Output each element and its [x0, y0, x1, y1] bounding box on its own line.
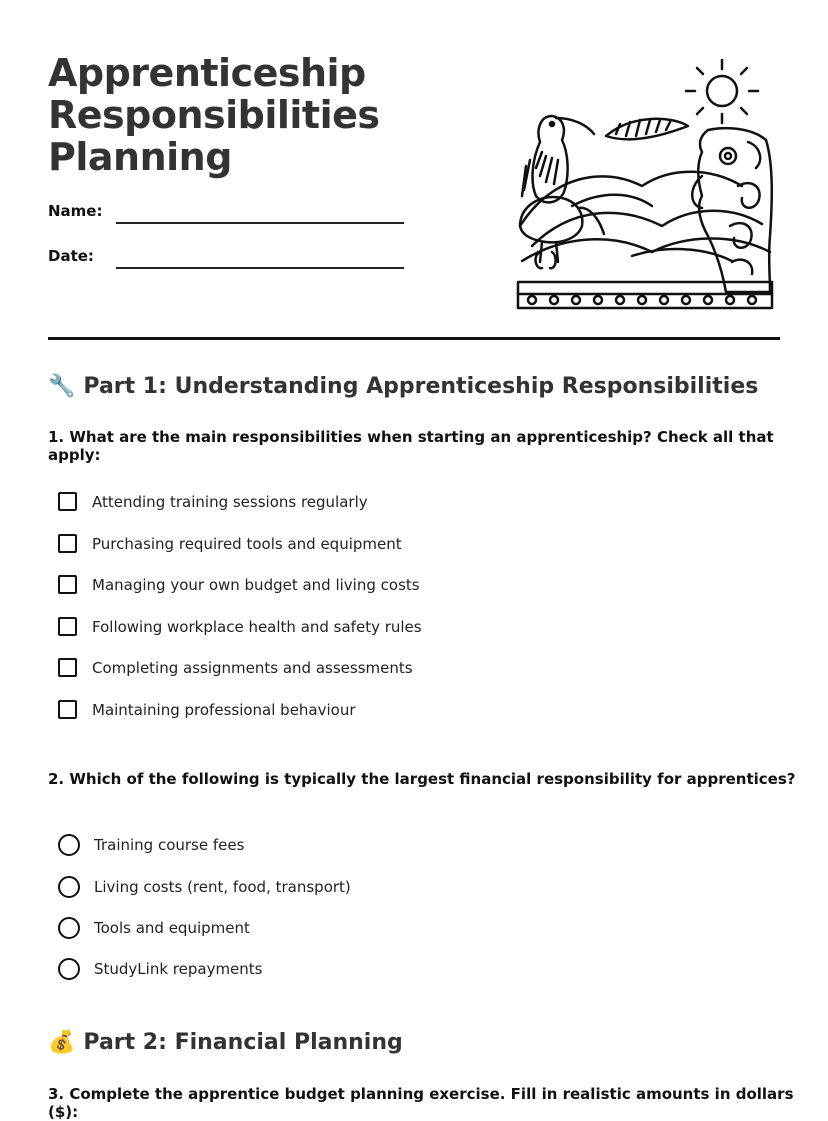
q2-option[interactable] [58, 876, 351, 898]
sun-icon [686, 60, 758, 123]
header-divider [48, 337, 780, 340]
checkbox[interactable] [58, 700, 77, 719]
fern-leaf-icon [606, 119, 688, 139]
checkbox[interactable] [58, 575, 77, 594]
checkbox[interactable] [58, 617, 77, 636]
title-line-1: Apprenticeship [48, 51, 366, 95]
date-field[interactable] [116, 267, 404, 269]
title-line-3: Planning [48, 135, 232, 179]
q1-option[interactable] [58, 700, 356, 719]
q2-option-label: Living costs (rent, food, transport) [94, 878, 351, 896]
name-label: Name: [48, 202, 103, 220]
checkbox[interactable] [58, 492, 77, 511]
radio-button[interactable] [58, 876, 80, 898]
page-title [48, 52, 468, 178]
q2-option-label: Tools and equipment [94, 919, 250, 937]
q1-option-label: Managing your own budget and living costs [92, 575, 420, 594]
wave-frieze-icon [518, 282, 772, 308]
question-3: 3. Complete the apprentice budget planning exercise. Fill in realistic amounts in dollars ($): [48, 1085, 794, 1121]
q2-option-label: Training course fees [94, 836, 245, 854]
q1-option[interactable] [58, 617, 422, 636]
q1-option-label: Following workplace health and safety rules [92, 617, 422, 636]
part1-heading [48, 374, 758, 399]
part1-heading-text: Part 1: Understanding Apprenticeship Responsibilities [83, 374, 759, 399]
part2-heading-text: Part 2: Financial Planning [83, 1030, 403, 1055]
q1-option-label: Maintaining professional behaviour [92, 700, 356, 719]
question-1: 1. What are the main responsibilities when starting an apprenticeship? Check all that apply: [48, 428, 774, 464]
part2-heading [48, 1030, 403, 1055]
q2-option[interactable] [58, 917, 250, 939]
title-line-2: Responsibilities [48, 93, 380, 137]
wrench-icon: 🔧 [48, 374, 76, 399]
name-field[interactable] [116, 222, 404, 224]
q2-option[interactable] [58, 834, 244, 856]
radio-button[interactable] [58, 834, 80, 856]
q2-option[interactable] [58, 958, 263, 980]
checkbox[interactable] [58, 658, 77, 677]
q1-option-label: Completing assignments and assessments [92, 658, 413, 677]
radio-button[interactable] [58, 917, 80, 939]
q1-option-label: Purchasing required tools and equipment [92, 534, 402, 553]
birds-and-hills-drawing-icon [512, 56, 780, 312]
question-2: 2. Which of the following is typically the largest financial responsibility for apprentices? [48, 770, 796, 788]
date-label: Date: [48, 247, 94, 265]
q1-option-label: Attending training sessions regularly [92, 492, 368, 511]
q1-option[interactable] [58, 534, 402, 553]
q1-option[interactable] [58, 658, 413, 677]
checkbox[interactable] [58, 534, 77, 553]
money-bag-icon: 💰 [48, 1030, 76, 1055]
q2-option-label: StudyLink repayments [94, 960, 263, 978]
q1-option[interactable] [58, 575, 420, 594]
radio-button[interactable] [58, 958, 80, 980]
q1-option[interactable] [58, 492, 368, 511]
